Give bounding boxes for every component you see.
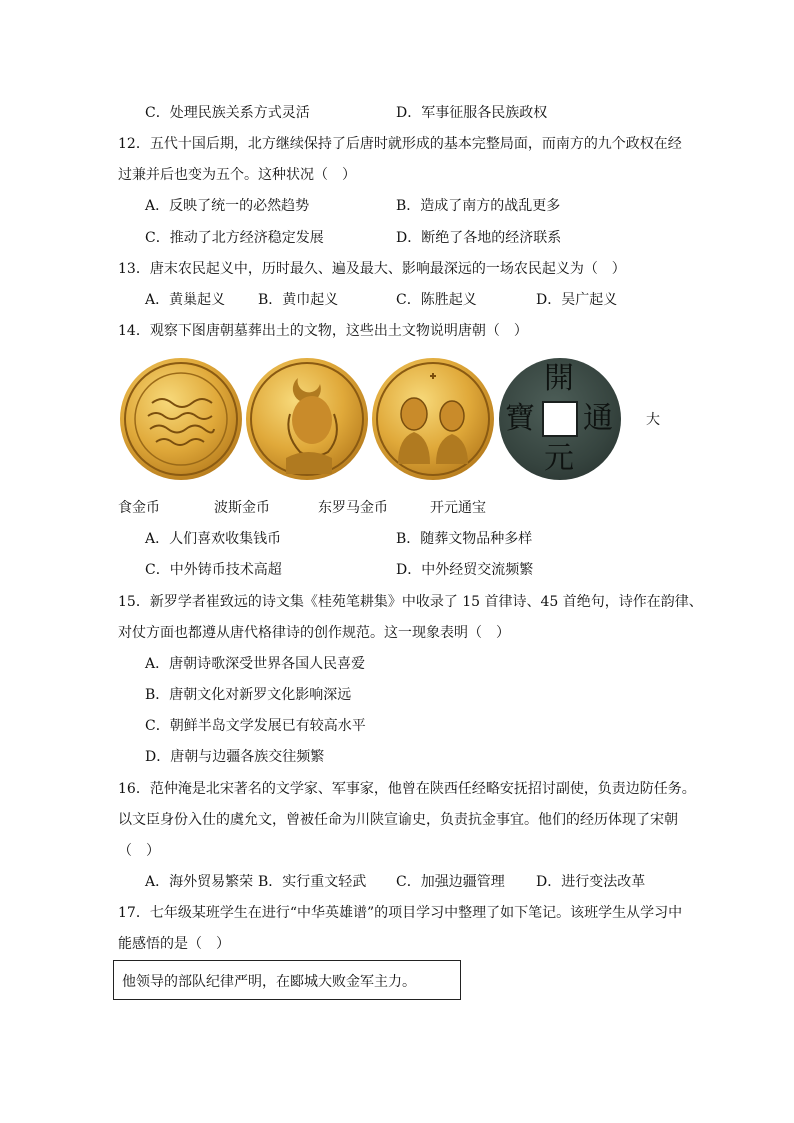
byzantine-gold-coin-image (372, 358, 494, 480)
q15-stem-line1: 15．新罗学者崔致远的诗文集《桂苑笔耕集》中收录了 15 首律诗、45 首绝句，诗作在韵律、 (118, 594, 703, 610)
q13-option-b: B．黄巾起义 (258, 292, 339, 308)
q16-stem-line2: 以文臣身份入仕的虞允文，曾被任命为川陕宣谕史，负责抗金事宜。他们的经历体现了宋朝 (118, 812, 678, 828)
q13-stem: 13．唐末农民起义中，历时最久、遍及最大、影响最深远的一场农民起义为（ ） (118, 261, 626, 277)
q15-option-c: C．朝鲜半岛文学发展已有较高水平 (145, 718, 366, 734)
q16-stem-line3: （ ） (118, 843, 160, 859)
coin-char-right: 通 (583, 401, 613, 436)
q15-option-a: A．唐朝诗歌深受世界各国人民喜爱 (145, 656, 366, 672)
q11-option-d: D．军事征服各民族政权 (396, 105, 548, 121)
q16-option-d: D．进行变法改革 (536, 874, 646, 890)
q14-caption-1: 食金币 (118, 500, 160, 516)
coin-char-top: 開 (544, 361, 574, 396)
q17-note-box (113, 960, 461, 1000)
q14-option-c: C．中外铸币技术高超 (145, 562, 282, 578)
q17-note-text: 他领导的部队纪律严明，在郾城大败金军主力。 (122, 974, 416, 990)
q14-caption-4: 开元通宝 (430, 500, 486, 516)
q13-option-d: D．吴广起义 (536, 292, 618, 308)
q12-option-b: B．造成了南方的战乱更多 (396, 198, 561, 214)
q16-stem-line1: 16．范仲淹是北宋著名的文学家、军事家，他曾在陕西任经略安抚招讨副使，负责边防任务。 (118, 781, 696, 797)
q16-option-a: A．海外贸易繁荣 (145, 874, 254, 890)
q12-option-d: D．断绝了各地的经济联系 (396, 230, 562, 246)
q15-stem-line2: 对仗方面也都遵从唐代格律诗的创作规范。这一现象表明（ ） (118, 625, 510, 641)
q17-stem-line1: 17．七年级某班学生在进行“中华英雄谱”的项目学习中整理了如下笔记。该班学生从学习中 (118, 905, 683, 921)
square-hole (542, 401, 578, 437)
q12-option-a: A．反映了统一的必然趋势 (145, 198, 310, 214)
q16-option-b: B．实行重文轻武 (258, 874, 367, 890)
coin-char-bottom: 元 (544, 441, 574, 476)
coin-char-left: 寶 (505, 401, 535, 436)
q15-option-d: D．唐朝与边疆各族交往频繁 (145, 749, 325, 765)
q13-option-c: C．陈胜起义 (396, 292, 477, 308)
q14-option-d: D．中外经贸交流频繁 (396, 562, 534, 578)
q12-stem-line2: 过兼并后也变为五个。这种状况（ ） (118, 167, 356, 183)
q14-caption-trail: 大 (646, 412, 660, 428)
q12-option-c: C．推动了北方经济稳定发展 (145, 230, 324, 246)
q14-caption-2: 波斯金币 (214, 500, 270, 516)
q11-option-c: C．处理民族关系方式灵活 (145, 105, 310, 121)
q13-option-a: A．黄巢起义 (145, 292, 226, 308)
q16-option-c: C．加强边疆管理 (396, 874, 505, 890)
q17-stem-line2: 能感悟的是（ ） (118, 936, 230, 952)
q12-stem-line1: 12．五代十国后期，北方继续保持了后唐时就形成的基本完整局面，而南方的九个政权在经 (118, 136, 682, 152)
q15-option-b: B．唐朝文化对新罗文化影响深远 (145, 687, 352, 703)
q14-option-b: B．随葬文物品种多样 (396, 531, 533, 547)
q14-caption-3: 东罗马金币 (318, 500, 388, 516)
q14-stem: 14．观察下图唐朝墓葬出土的文物，这些出土文物说明唐朝（ ） (118, 323, 528, 339)
persian-gold-coin-image (246, 358, 368, 480)
kaiyuan-tongbao-coin-image (499, 358, 621, 480)
arab-gold-coin-image (120, 358, 242, 480)
q14-option-a: A．人们喜欢收集钱币 (145, 531, 282, 547)
